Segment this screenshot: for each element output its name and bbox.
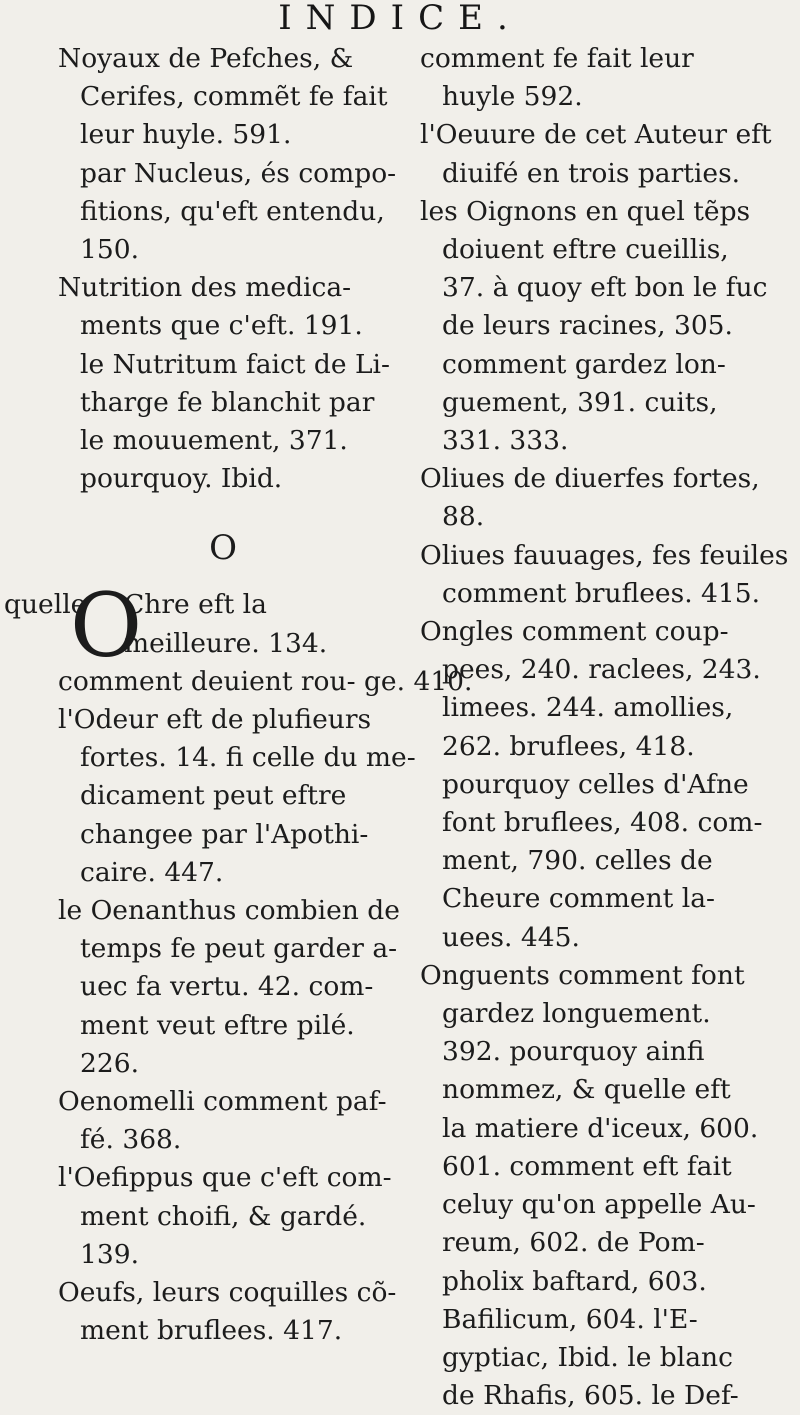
- index-line: leur huyle. 591.: [80, 119, 292, 151]
- index-line: Cheure comment la-: [442, 883, 715, 915]
- index-line: doiuent eftre cueillis,: [442, 234, 729, 266]
- index-line: uec fa vertu. 42. com-: [80, 971, 374, 1003]
- index-line: fortes. 14. fi celle du me-: [80, 742, 416, 774]
- index-line: Onguents comment font: [420, 959, 745, 991]
- index-line: 88.: [442, 501, 485, 533]
- index-line: comment fe fait leur: [420, 43, 694, 74]
- index-line: limees. 244. amollies,: [442, 692, 734, 724]
- index-line: ments que c'eft. 191.: [80, 310, 363, 342]
- index-line: ment, 790. celles de: [442, 845, 713, 877]
- index-entry: [58, 40, 397, 269]
- index-line: 139.: [80, 1238, 140, 1270]
- index-line: diuifé en trois parties.: [442, 157, 741, 189]
- index-line: pourquoy. Ibid.: [80, 463, 283, 495]
- drop-cap-letter: O: [70, 574, 143, 678]
- index-line: pourquoy celles d'Afne: [442, 768, 749, 800]
- index-line: le Nutritum faict de Li-: [80, 348, 390, 380]
- index-line: ment veut eftre pilé.: [80, 1009, 355, 1041]
- index-entry: [420, 613, 795, 957]
- index-line: de leurs racines, 305.: [442, 310, 733, 342]
- index-line: font bruflees, 408. com-: [442, 807, 763, 839]
- index-line: huyle 592.: [442, 81, 583, 113]
- index-line: ge. 410.: [363, 665, 473, 697]
- index-line: dicament peut eftre: [80, 780, 347, 812]
- page-header: INDICE.: [278, 0, 522, 38]
- index-line: comment bruflees. 415.: [442, 577, 761, 609]
- index-line: meilleure. 134.: [124, 627, 328, 659]
- index-entry: [58, 701, 416, 892]
- index-line: le Oenanthus combien de: [58, 895, 400, 927]
- index-line: ment bruflees. 417.: [80, 1315, 343, 1347]
- index-line: Oliues de diuerfes fortes,: [420, 463, 760, 495]
- drop-cap-entry: [4, 574, 473, 701]
- index-line: Cerifes, commẽt fe fait: [80, 81, 388, 113]
- index-entry: [58, 1274, 397, 1350]
- index-line: celuy qu'on appelle Au-: [442, 1189, 756, 1221]
- index-line: guement, 391. cuits,: [442, 386, 718, 418]
- index-line: par Nucleus, és compo-: [80, 157, 397, 189]
- index-entry: [58, 269, 388, 498]
- index-line: l'Oefippus que c'eft com-: [58, 1162, 392, 1194]
- index-line: fitions, qu'eft entendu,: [80, 195, 385, 227]
- left-entries-after: [58, 701, 416, 1350]
- index-line: comment deuient rou-: [58, 665, 356, 697]
- index-line: Ongles comment coup-: [420, 616, 729, 648]
- section-letter: O: [209, 528, 237, 569]
- index-line: 226.: [80, 1047, 140, 1079]
- index-line: temps fe peut garder a-: [80, 933, 398, 965]
- index-line: reum, 602. de Pom-: [442, 1227, 705, 1259]
- index-line: uees. 445.: [442, 921, 580, 953]
- index-line: tharge fe blanchit par: [80, 386, 375, 418]
- index-line: Nutrition des medica-: [58, 272, 352, 304]
- index-line: Bafilicum, 604. l'E-: [442, 1303, 698, 1335]
- index-entry: [420, 193, 795, 460]
- index-line: Noyaux de Pefches, &: [58, 43, 354, 74]
- index-line: gardez longuement.: [442, 998, 711, 1030]
- index-line: la matiere d'iceux, 600.: [442, 1112, 759, 1144]
- index-entry: [58, 892, 400, 1083]
- index-entry: [58, 1159, 392, 1274]
- index-line: fé. 368.: [80, 1124, 182, 1156]
- index-line: Chre eft la: [124, 589, 267, 621]
- index-entry: [420, 957, 795, 1415]
- index-line: caire. 447.: [80, 856, 224, 888]
- index-line: 37. à quoy eft bon le fuc: [442, 272, 768, 304]
- index-entry: [420, 537, 795, 613]
- index-line: 392. pourquoy ainfi: [442, 1036, 705, 1068]
- index-line: les Oignons en quel tẽps: [420, 195, 751, 227]
- index-line: nommez, & quelle eft: [442, 1074, 731, 1106]
- index-line: l'Oeuure de cet Auteur eft: [420, 119, 772, 151]
- index-line: pholix baftard, 603.: [442, 1265, 707, 1297]
- index-line: 150.: [80, 234, 140, 266]
- index-line: 331. 333.: [442, 425, 569, 457]
- index-line: comment gardez lon-: [442, 348, 726, 380]
- index-line: le mouuement, 371.: [80, 425, 348, 457]
- index-line: Oenomelli comment paf-: [58, 1086, 387, 1118]
- index-line: pees, 240. raclees, 243.: [442, 654, 761, 686]
- right-column: [420, 40, 795, 1415]
- right-entries: [420, 40, 795, 1415]
- index-line: changee par l'Apothi-: [80, 818, 369, 850]
- index-entry: [58, 1083, 388, 1159]
- index-line: de Rhafis, 605. le Def-: [442, 1380, 739, 1412]
- index-line: l'Odeur eft de plufieurs: [58, 704, 372, 736]
- left-entries-before: [58, 40, 397, 498]
- index-line: 262. bruflees, 418.: [442, 730, 695, 762]
- index-line: gyptiac, Ibid. le blanc: [442, 1341, 733, 1373]
- index-line: Oeufs, leurs coquilles cõ-: [58, 1277, 397, 1309]
- index-entry: [420, 116, 795, 192]
- index-line: Oliues fauuages, fes feuiles: [420, 539, 789, 571]
- drop-entry-prefix: quelle: [4, 589, 87, 621]
- index-line: 601. comment eft fait: [442, 1150, 732, 1182]
- index-entry: [420, 460, 795, 536]
- index-entry: [420, 40, 795, 116]
- index-line: ment choifi, & gardé.: [80, 1200, 367, 1232]
